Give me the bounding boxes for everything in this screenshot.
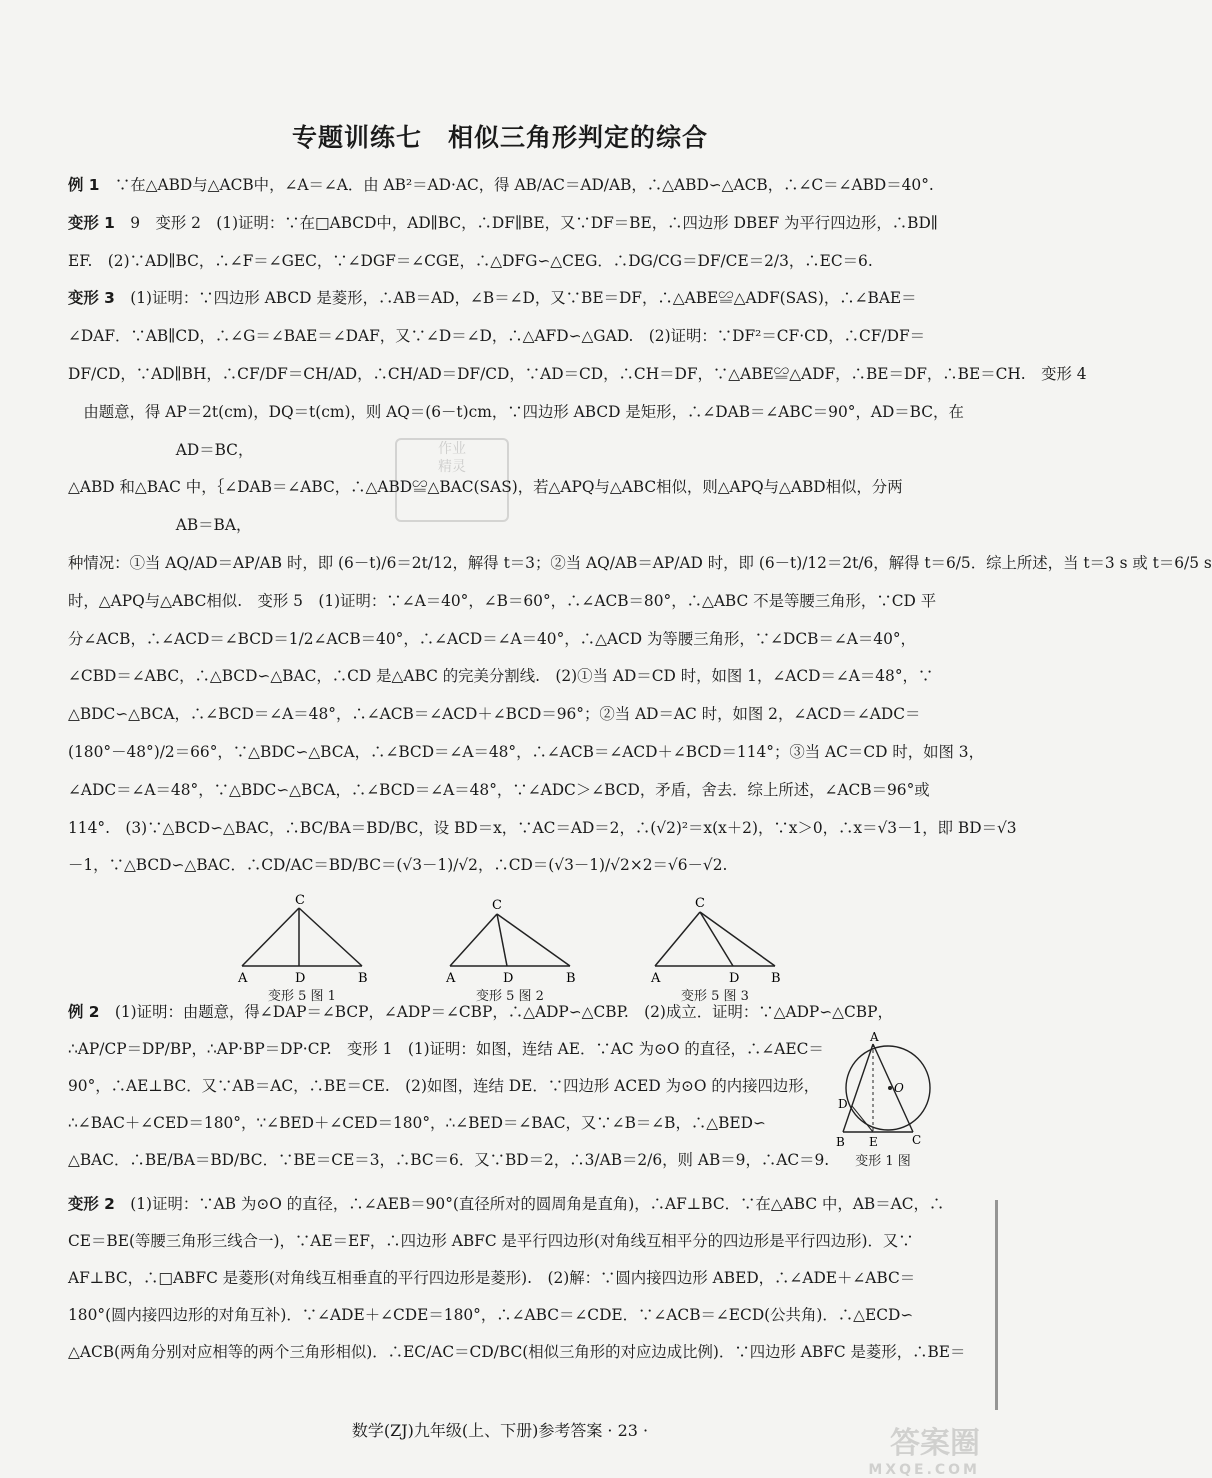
line-text: (1)证明：由题意，得∠DAP＝∠BCP，∠ADP＝∠CBP，∴△ADP∽△CBP. (2)成立．证明：∵△ADP∽△CBP， [114, 1003, 893, 1021]
circle-label-a: A [870, 1030, 879, 1044]
lines-line [68, 818, 1017, 838]
item-label: 例 1 [68, 176, 100, 194]
line-text: ∠CBD＝∠ABC，∴△BCD∽△BAC，∴CD 是△ABC 的完美分割线. (2)①当 AD＝CD 时，如图 1，∠ACD＝∠A＝48°，∵ [68, 667, 934, 686]
lines3-line [68, 1305, 948, 1325]
figure-2 [440, 890, 580, 1004]
lines-line [68, 780, 948, 800]
lines-line [68, 704, 948, 724]
lines-line [68, 251, 948, 271]
fig2-label-c: C [492, 898, 502, 913]
line-text: △ACB(两角分别对应相等的两个三角形相似)．∴EC/AC＝CD/BC(相似三角形的对应边成比例)．∵四边形 ABFC 是菱形，∴BE＝ [68, 1343, 966, 1361]
line-text: △ABD 和△BAC 中，｛∠DAB＝∠ABC，∴△ABD≌△BAC(SAS)，若△APQ与△ABC相似，则△APQ与△ABD相似，分两 [68, 478, 903, 497]
circle-label-o: O [894, 1081, 904, 1095]
lines-line [68, 175, 948, 195]
fig1-label-a: A [238, 971, 248, 986]
item-label: 变形 1 [68, 213, 115, 232]
lines-line [68, 553, 1212, 573]
fig2-label-d: D [503, 971, 514, 986]
lines2-line [68, 1002, 893, 1022]
lines3-line [68, 1194, 948, 1214]
line-text: －1，∵△BCD∽△BAC．∴CD/AC＝BD/BC＝(√3－1)/√2，∴CD＝(√3－1)/√2×2＝√6－√2. [68, 856, 728, 875]
line-text: 9 变形 2 (1)证明：∵在□ABCD中，AD∥BC，∴DF∥BE，又∵DF＝BE，∴四边形 DBEF 为平行四边形，∴BD∥ [130, 213, 938, 232]
lines3-line [68, 1268, 948, 1288]
page-footer: 数学(ZJ)九年级(上、下册)参考答案 · 23 · [351, 1421, 649, 1440]
line-text: ∠ADC＝∠A＝48°，∵△BDC∽△BCA，∴∠BCD＝∠A＝48°，∵∠ADC＞∠BCD，矛盾，舍去．综上所述，∠ACB＝96°或 [68, 780, 930, 799]
item-label: 变形 3 [68, 289, 115, 308]
line-text: ∵在△ABD与△ACB中，∠A＝∠A．由 AB²＝AD·AC，得 AB/AC＝AD/AB，∴△ABD∽△ACB，∴∠C＝∠ABD＝40°. [114, 176, 934, 194]
circle-label-d: D [838, 1097, 848, 1111]
fig3-label-c: C [695, 896, 705, 911]
fig2-label-a: A [446, 971, 456, 986]
line-text: (1)证明：∵四边形 ABCD 是菱形，∴AB＝AD，∠B＝∠D，又∵BE＝DF，∴△ABE≌△ADF(SAS)，∴∠BAE＝ [130, 289, 917, 308]
line-text: CE＝BE(等腰三角形三线合一)，∵AE＝EF，∴四边形 ABFC 是平行四边形(对角线互相平分的四边形是平行四边形)．又∵ [68, 1232, 914, 1250]
fig2-caption: 变形 5 图 2 [476, 989, 544, 1004]
line-text: (1)证明：∵AB 为⊙O 的直径，∴∠AEB＝90°(直径所对的圆周角是直角)，∴AF⊥BC．∵在△ABC 中，AB＝AC，∴ [130, 1195, 945, 1213]
line-text: AF⊥BC，∴□ABFC 是菱形(对角线互相垂直的平行四边形是菱形). (2)解：∵圆内接四边形 ABED，∴∠ADE＋∠ABC＝ [68, 1269, 916, 1287]
figure-3 [645, 890, 785, 1004]
fig3-label-d: D [729, 971, 740, 986]
item-label: 例 2 [68, 1003, 100, 1021]
circle-figure [828, 1030, 938, 1169]
line-text: ∴AP/CP＝DP/BP，∴AP·BP＝DP·CP. 变形 1 (1)证明：如图，连结 AE．∵AC 为⊙O 的直径，∴∠AEC＝ [68, 1040, 824, 1058]
fig1-label-c: C [295, 893, 305, 908]
page-edge-decoration [995, 1200, 998, 1410]
circle-label-b: B [836, 1135, 845, 1149]
line-text: ∴∠BAC＋∠CED＝180°，∵∠BED＋∠CED＝180°，∴∠BED＝∠BAC，又∵∠B＝∠B，∴△BED∽ [68, 1114, 766, 1132]
line-text: AB＝BA， [68, 516, 252, 535]
line-text: ∠DAF．∵AB∥CD，∴∠G＝∠BAE＝∠DAF，又∵∠D＝∠D，∴△AFD∽△GAD. (2)证明：∵DF²＝CF·CD，∴CF/DF＝ [68, 327, 926, 346]
fig3-label-b: B [771, 971, 781, 986]
fig2-label-b: B [566, 971, 576, 986]
item-label: 变形 2 [68, 1195, 115, 1213]
line-text: AD＝BC， [68, 440, 254, 459]
line-text: △BAC．∴BE/BA＝BD/BC．∵BE＝CE＝3，∴BC＝6．又∵BD＝2，∴3/AB＝2/6，则 AB＝9，∴AC＝9. [68, 1151, 830, 1169]
circle-label-e: E [869, 1135, 878, 1149]
lines2-line [68, 1076, 820, 1096]
line-text: 由题意，得 AP＝2t(cm)，DQ＝t(cm)，则 AQ＝(6－t)cm，∵四边形 ABCD 是矩形，∴∠DAB＝∠ABC＝90°，AD＝BC，在 [68, 402, 964, 421]
lines-line [68, 629, 948, 649]
line-text: (180°－48°)/2＝66°，∵△BDC∽△BCA，∴∠BCD＝∠A＝48°，∴∠ACB＝∠ACD＋∠BCD＝114°；③当 AC＝CD 时，如图 3， [68, 743, 984, 761]
circle-figure-caption: 变形 1 图 [855, 1154, 911, 1169]
lines-line [68, 213, 948, 233]
line-text: 114°. (3)∵△BCD∽△BAC，∴BC/BA＝BD/BC，设 BD＝x，∵AC＝AD＝2，∴(√2)²＝x(x＋2)，∵x＞0，∴x＝√3－1，即 BD＝√3 [68, 818, 1017, 837]
lines-line [68, 288, 948, 308]
lines-line [68, 364, 1087, 384]
fig1-label-b: B [358, 971, 368, 986]
line-text: 180°(圆内接四边形的对角互补)．∵∠ADE＋∠CDE＝180°，∴∠ABC＝∠CDE．∵∠ACB＝∠ECD(公共角)．∴△ECD∽ [68, 1306, 914, 1324]
line-text: 时，△APQ与△ABC相似. 变形 5 (1)证明：∵∠A＝40°，∠B＝60°，∴∠ACB＝80°，∴△ABC 不是等腰三角形，∵CD 平 [68, 591, 937, 610]
circle-label-c: C [912, 1133, 922, 1147]
line-text: △BDC∽△BCA，∴∠BCD＝∠A＝48°，∴∠ACB＝∠ACD＋∠BCD＝96°；②当 AD＝AC 时，如图 2，∠ACD＝∠ADC＝ [68, 705, 921, 724]
fig3-label-a: A [651, 971, 661, 986]
lines-line [68, 591, 948, 611]
line-text: EF. (2)∵AD∥BC，∴∠F＝∠GEC，∵∠DGF＝∠CGE，∴△DFG∽△CEG．∴DG/CG＝DF/CE＝2/3，∴EC＝6. [68, 251, 873, 270]
stamp-image: 作业 精灵 [395, 438, 509, 522]
figure-1 [232, 890, 372, 1004]
line-text: 分∠ACB，∴∠ACD＝∠BCD＝1/2∠ACB＝40°，∴∠ACD＝∠A＝40°，∴△ACD 为等腰三角形，∵∠DCB＝∠A＝40°， [68, 629, 916, 648]
fig1-caption: 变形 5 图 1 [268, 989, 336, 1004]
lines-line [68, 666, 948, 686]
lines3-line [68, 1231, 948, 1251]
lines2-line [68, 1039, 824, 1059]
lines-line [68, 402, 964, 422]
fig3-caption: 变形 5 图 3 [681, 989, 749, 1004]
line-text: DF/CD，∵AD∥BH，∴CF/DF＝CH/AD，∴CH/AD＝DF/CD，∵AD＝CD，∴CH＝DF，∵△ABE≌△ADF，∴BE＝DF，∴BE＝CH. 变形 4 [68, 365, 1087, 383]
lines-line [68, 742, 984, 762]
lines2-line [68, 1150, 830, 1170]
lines-line [68, 855, 948, 875]
page-title: 专题训练七 相似三角形判定的综合 [291, 123, 708, 152]
line-text: 90°，∴AE⊥BC．又∵AB＝AC，∴BE＝CE. (2)如图，连结 DE．∵四边形 ACED 为⊙O 的内接四边形， [68, 1077, 820, 1095]
line-text: 种情况：①当 AQ/AD＝AP/AB 时，即 (6－t)/6＝2t/12，解得 t＝3；②当 AQ/AB＝AP/AD 时，即 (6－t)/12＝2t/6，解得 t＝6/5．综上所述，当 t＝3 s 或 t＝6/5 s [68, 554, 1212, 572]
lines2-line [68, 1113, 808, 1133]
watermark-logo: 答案圈 MXQE.COM [868, 1426, 980, 1478]
fig1-label-d: D [295, 971, 306, 986]
lines-line [68, 326, 948, 346]
lines3-line [68, 1342, 966, 1362]
